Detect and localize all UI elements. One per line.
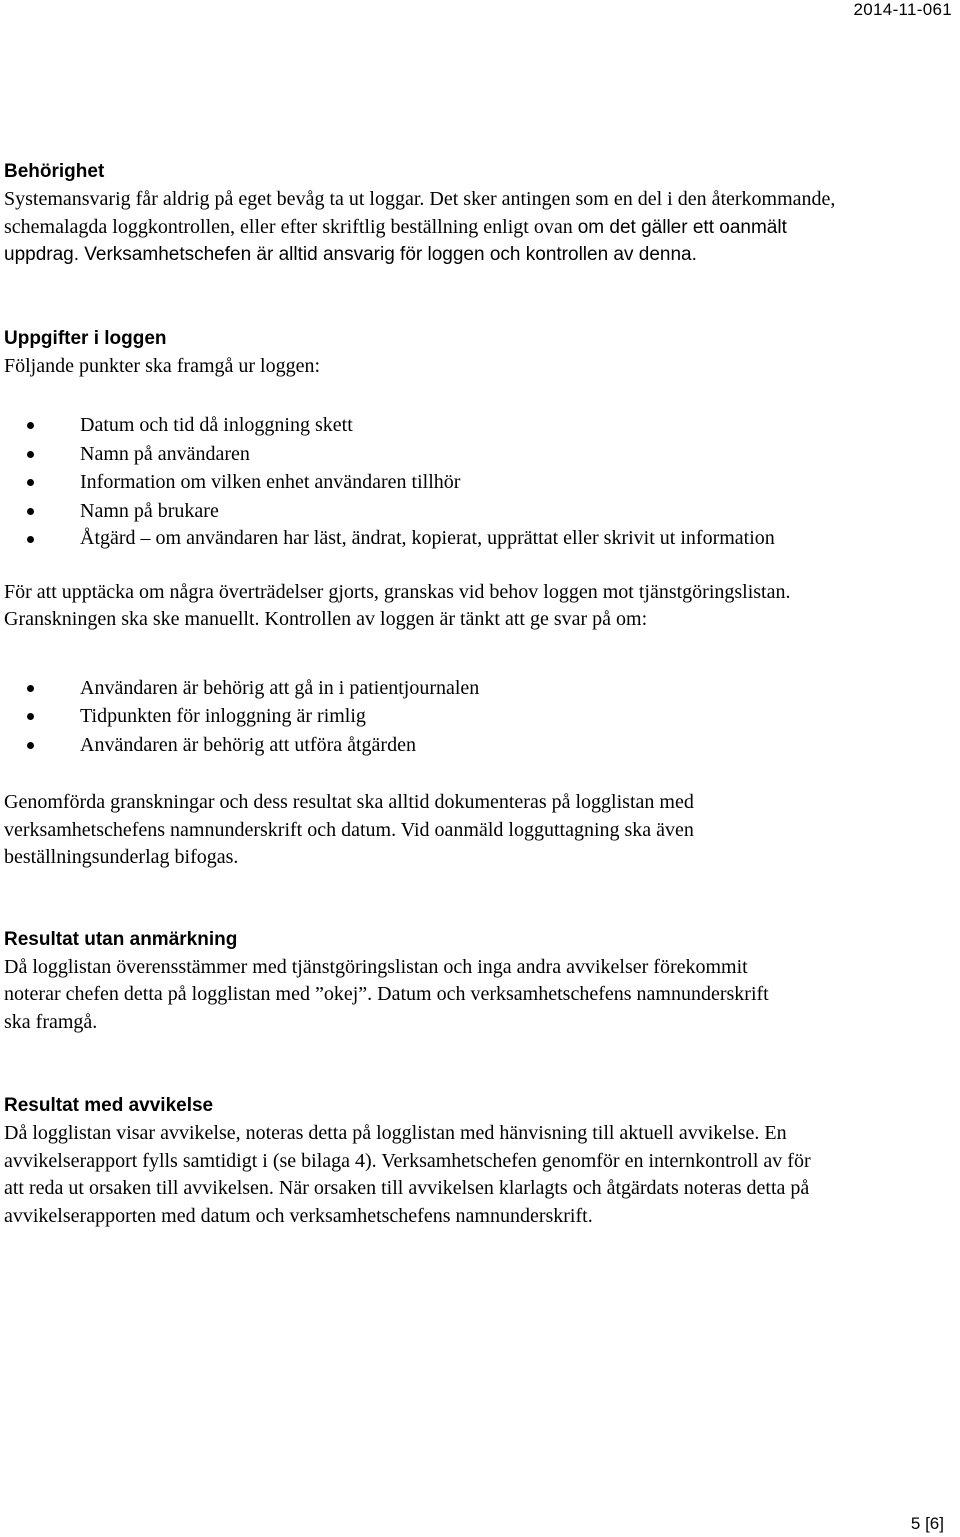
document-body: [4, 158, 854, 1230]
paragraph-behorighet: [4, 186, 842, 269]
bullet-icon: [27, 742, 34, 749]
section-behorighet: [4, 158, 854, 269]
list-item: Användaren är behörig att gå in i patientjournalen: [4, 674, 854, 703]
list-item: Åtgärd – om användaren har läst, ändrat, kopierat, upprättat eller skrivit ut information: [4, 525, 800, 553]
bullet-icon: [27, 685, 34, 692]
bullet-icon: [27, 536, 34, 543]
paragraph-resultat-utan: Då logglistan överensstämmer med tjänstgöringslistan och inga andra avvikelser förekommit noterar chefen detta på logglistan med ”okej”. Datum och verksamhetschefens namnunderskrift ska framgå.: [4, 955, 769, 1033]
bullet-icon: [27, 508, 34, 515]
paragraph-uppgifter-after: För att upptäcka om några överträdelser gjorts, granskas vid behov loggen mot tjänstgöringslistan. Granskningen ska ske manuellt. Kontrollen av loggen är tänkt att ge svar på om:: [4, 580, 791, 630]
list-item: Tidpunkten för inloggning är rimlig: [4, 702, 854, 731]
log-fields-list: [4, 411, 824, 553]
list-item: Information om vilken enhet användaren tillhör: [4, 468, 824, 497]
bullet-icon: [27, 713, 34, 720]
list-item: Namn på användaren: [4, 440, 824, 469]
list-item: Användaren är behörig att utföra åtgärden: [4, 731, 854, 760]
paragraph-behorighet-sans: om det gäller ett oanmält uppdrag. Verksamhetschefen är alltid ansvarig för loggen och kontrollen av denna.: [4, 216, 787, 265]
document-date: 2014-11-061: [853, 0, 952, 19]
list-item: Namn på brukare: [4, 497, 824, 526]
page-number: 5 [6]: [910, 1514, 944, 1533]
section-resultat-med: [4, 1092, 854, 1230]
section-resultat-utan: [4, 926, 854, 1037]
heading-uppgifter: Uppgifter i loggen: [4, 327, 167, 349]
paragraph-uppgifter-intro: Följande punkter ska framgå ur loggen:: [4, 354, 321, 377]
heading-behorighet: Behörighet: [4, 161, 105, 182]
bullet-icon: [27, 479, 34, 486]
paragraph-resultat-med: Då logglistan visar avvikelse, noteras detta på logglistan med hänvisning till aktuell avvikelse. En avvikelserapport fylls samtidigt i (se bilaga 4). Verksamhetschefen genomför en internkontroll av för att reda ut orsaken till avvikelsen. När orsaken till avvikelsen klarlagts och åtgärdats noteras detta på avvikelserapporten med datum och verksamhetschefens namnunderskrift.: [4, 1122, 811, 1227]
paragraph-uppgifter-closing: Genomförda granskningar och dess resultat ska alltid dokumenteras på logglistan med verksamhetschefens namnunderskrift och datum. Vid oanmäld logguttagning ska även beställningsunderlag bifogas.: [4, 791, 694, 868]
check-list: [4, 674, 854, 760]
bullet-icon: [27, 451, 34, 458]
list-item: Datum och tid då inloggning skett: [4, 411, 824, 440]
paragraph-behorighet-serif: Systemansvarig får aldrig på eget bevåg ta ut loggar. Det sker antingen som en del i den återkommande, schemalagda loggkontrollen, eller efter skriftlig beställning enligt ovan: [4, 188, 836, 238]
heading-resultat-med: Resultat med avvikelse: [4, 1095, 214, 1116]
heading-resultat-utan: Resultat utan anmärkning: [4, 928, 238, 950]
bullet-icon: [27, 422, 34, 429]
section-uppgifter: [4, 325, 854, 872]
